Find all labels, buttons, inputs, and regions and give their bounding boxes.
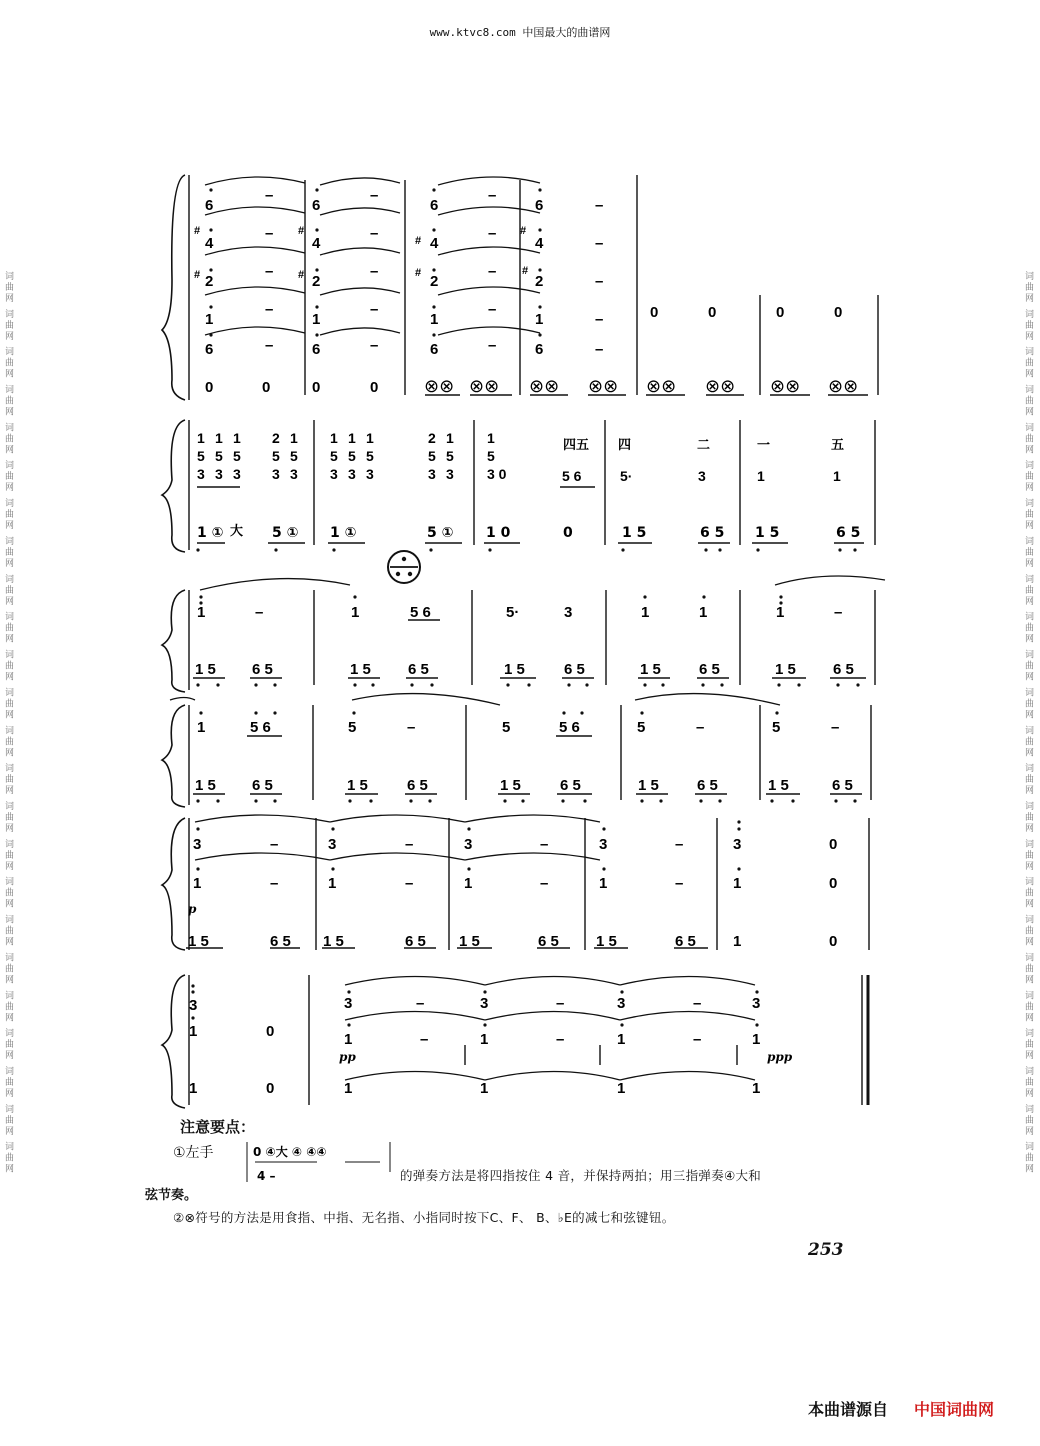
svg-text:1: 1 (699, 604, 708, 621)
svg-text:5: 5 (197, 448, 205, 464)
svg-text:3: 3 (564, 604, 573, 621)
svg-text:1: 1 (328, 875, 337, 892)
svg-text:–: – (265, 301, 274, 318)
svg-text:–: – (831, 719, 840, 736)
svg-text:0: 0 (266, 1080, 275, 1097)
svg-text:–: – (595, 235, 604, 252)
beams (186, 395, 868, 948)
note: 6 (430, 341, 439, 358)
svg-text:1: 1 (189, 1023, 198, 1040)
svg-text:3: 3 (197, 466, 205, 482)
svg-text:0: 0 (205, 379, 214, 396)
note: 4 (535, 235, 544, 252)
svg-text:3: 3 (733, 836, 742, 853)
svg-text:#: # (522, 265, 529, 277)
svg-text:0: 0 (829, 875, 838, 892)
svg-text:5 6: 5 6 (410, 604, 431, 621)
svg-text:1 5: 1 5 (323, 933, 344, 950)
svg-text:5: 5 (446, 448, 454, 464)
svg-text:1 5: 1 5 (775, 661, 796, 678)
svg-text:1 5: 1 5 (768, 777, 789, 794)
svg-text:–: – (488, 301, 497, 318)
svg-text:1 5: 1 5 (188, 933, 209, 950)
svg-text:–: – (270, 836, 279, 853)
svg-text:6 5: 6 5 (675, 933, 696, 950)
svg-text:5: 5 (348, 719, 357, 736)
svg-text:⊗⊗: ⊗⊗ (588, 376, 619, 397)
svg-text:#: # (520, 225, 527, 237)
note: 1 (205, 311, 214, 328)
svg-text:3: 3 (272, 466, 280, 482)
dynamic-pp: pp (339, 1050, 356, 1064)
svg-text:6 5: 6 5 (408, 661, 429, 678)
svg-text:–: – (370, 187, 379, 204)
site-header[interactable]: www.ktvc8.com 中国最大的曲谱网 (429, 26, 611, 39)
svg-text:2: 2 (428, 430, 436, 446)
svg-text:–: – (405, 875, 414, 892)
svg-text:–: – (370, 263, 379, 280)
svg-text:1: 1 (233, 430, 241, 446)
svg-text:–: – (416, 995, 425, 1012)
svg-text:–: – (693, 995, 702, 1012)
svg-text:1 5: 1 5 (459, 933, 480, 950)
row4-treble (197, 719, 839, 736)
svg-text:1: 1 (193, 875, 202, 892)
svg-text:1 5: 1 5 (640, 661, 661, 678)
svg-text:二: 二 (697, 438, 711, 453)
svg-text:0: 0 (312, 379, 321, 396)
segno-mark (388, 551, 420, 583)
svg-text:1 5: 1 5 (350, 661, 371, 678)
page-number: 253 (808, 1240, 844, 1260)
svg-text:3: 3 (464, 836, 473, 853)
svg-text:1 5: 1 5 (347, 777, 368, 794)
svg-text:#: # (298, 225, 305, 237)
note: 6 (312, 197, 321, 214)
svg-text:–: – (420, 1031, 429, 1048)
svg-text:3: 3 (480, 995, 489, 1012)
notes-item2-text: ②⊗符号的方法是用食指、中指、无名指、小指同时按下C、F、 B、♭E的减七和弦键钮。 (173, 1210, 675, 1225)
svg-text:五: 五 (831, 438, 845, 453)
svg-text:–: – (255, 604, 264, 621)
svg-text:–: – (540, 875, 549, 892)
footer-site-link[interactable]: 中国词曲网 (914, 1400, 995, 1419)
note: 6 (312, 341, 321, 358)
svg-text:1 5: 1 5 (500, 777, 521, 794)
svg-text:1 5: 1 5 (755, 525, 780, 541)
svg-text:–: – (675, 875, 684, 892)
svg-text:#: # (415, 235, 422, 247)
watermark-right: 词曲网 词曲网 词曲网 词曲网 词曲网 词曲网 词曲网 词曲网 词曲网 词曲网 词曲网 词曲网 词曲网 词曲网 词曲网 词曲网 词曲网 词曲网 词曲网 词曲网 词曲网 词曲网 词曲网 词曲网 (1023, 271, 1033, 1175)
note: 1 (535, 311, 544, 328)
svg-text:–: – (595, 311, 604, 328)
svg-text:5: 5 (366, 448, 374, 464)
svg-text:1: 1 (480, 1080, 489, 1097)
note: 4 (312, 235, 321, 252)
svg-text:1: 1 (330, 430, 338, 446)
svg-text:3: 3 (617, 995, 626, 1012)
svg-text:1: 1 (487, 430, 495, 446)
svg-text:1: 1 (446, 430, 454, 446)
notes-item1-text: 的弹奏方法是将四指按住 4 音，并保持两拍；用三指弹奏④大和 (400, 1168, 762, 1183)
brace-6 (162, 975, 185, 1108)
brace-2 (162, 420, 185, 552)
svg-text:1: 1 (617, 1080, 626, 1097)
brace-1 (162, 175, 185, 400)
row6 (189, 995, 760, 1097)
svg-text:5: 5 (487, 448, 495, 464)
svg-text:1: 1 (344, 1031, 353, 1048)
svg-text:1: 1 (752, 1031, 761, 1048)
svg-text:0: 0 (370, 379, 379, 396)
svg-text:5: 5 (502, 719, 511, 736)
svg-text:5: 5 (290, 448, 298, 464)
svg-text:4 –: 4 – (257, 1169, 276, 1182)
svg-text:–: – (556, 1031, 565, 1048)
svg-text:3: 3 (428, 466, 436, 482)
notes-item1-cont: 弦节奏。 (145, 1188, 198, 1203)
svg-text:1: 1 (348, 430, 356, 446)
svg-text:⊗⊗: ⊗⊗ (770, 376, 801, 397)
watermark-left: 词曲网 词曲网 词曲网 词曲网 词曲网 词曲网 词曲网 词曲网 词曲网 词曲网 词曲网 词曲网 词曲网 词曲网 词曲网 词曲网 词曲网 词曲网 词曲网 词曲网 词曲网 词曲网 词曲网 词曲网 (3, 271, 13, 1175)
svg-text:5: 5 (348, 448, 356, 464)
svg-text:–: – (595, 341, 604, 358)
svg-text:6 5: 6 5 (270, 933, 291, 950)
svg-text:3: 3 (290, 466, 298, 482)
row3-treble (197, 604, 842, 621)
svg-text:5 ①: 5 ① (272, 525, 299, 541)
note: 6 (535, 341, 544, 358)
svg-text:5: 5 (637, 719, 646, 736)
svg-text:大: 大 (230, 524, 244, 539)
svg-text:0: 0 (262, 379, 271, 396)
bass-beams (186, 678, 866, 948)
svg-text:四: 四 (618, 438, 632, 453)
svg-text:1 5: 1 5 (504, 661, 525, 678)
svg-text:6 5: 6 5 (700, 525, 725, 541)
svg-text:⊗⊗: ⊗⊗ (705, 376, 736, 397)
svg-text:1 5: 1 5 (195, 661, 216, 678)
svg-text:四五: 四五 (563, 438, 590, 453)
svg-text:5 6: 5 6 (559, 719, 580, 736)
svg-text:5 6: 5 6 (250, 719, 271, 736)
svg-text:1: 1 (197, 604, 206, 621)
note: 6 (205, 197, 214, 214)
svg-text:⊗⊗: ⊗⊗ (646, 376, 677, 397)
svg-text:0: 0 (776, 304, 785, 321)
svg-text:–: – (834, 604, 843, 621)
brackets (162, 175, 185, 1108)
brace-4 (162, 705, 185, 807)
svg-text:⊗⊗: ⊗⊗ (424, 376, 455, 397)
svg-text:⊗⊗: ⊗⊗ (469, 376, 500, 397)
svg-text:1: 1 (617, 1031, 626, 1048)
svg-text:1: 1 (290, 430, 298, 446)
svg-text:1 ①: 1 ① (330, 525, 357, 541)
note: 2 (205, 273, 214, 290)
svg-text:0: 0 (829, 933, 838, 950)
svg-text:1 5: 1 5 (622, 525, 647, 541)
svg-text:–: – (488, 263, 497, 280)
svg-text:6 5: 6 5 (538, 933, 559, 950)
svg-text:5: 5 (233, 448, 241, 464)
svg-text:1: 1 (757, 468, 765, 484)
svg-text:–: – (556, 995, 565, 1012)
note: 6 (535, 197, 544, 214)
svg-text:–: – (540, 836, 549, 853)
svg-text:3: 3 (698, 468, 706, 484)
svg-text:3: 3 (752, 995, 761, 1012)
svg-text:–: – (488, 337, 497, 354)
svg-text:0: 0 (266, 1023, 275, 1040)
note: 1 (430, 311, 439, 328)
svg-text:0: 0 (563, 525, 573, 541)
note: 6 (205, 341, 214, 358)
svg-text:3: 3 (189, 997, 198, 1014)
svg-text:–: – (265, 337, 274, 354)
row1-zeros (205, 304, 842, 396)
note: 1 (312, 311, 321, 328)
svg-text:1 5: 1 5 (638, 777, 659, 794)
svg-text:–: – (270, 875, 279, 892)
notes-item1-prefix: ①左手 (173, 1145, 214, 1161)
svg-text:–: – (488, 225, 497, 242)
svg-text:5: 5 (330, 448, 338, 464)
footer (808, 1397, 994, 1420)
svg-text:一: 一 (757, 438, 771, 453)
svg-text:1 0: 1 0 (486, 525, 511, 541)
svg-text:–: – (595, 197, 604, 214)
svg-text:1 5: 1 5 (195, 777, 216, 794)
svg-text:6 5: 6 5 (836, 525, 861, 541)
svg-text:3: 3 (328, 836, 337, 853)
svg-text:6 5: 6 5 (407, 777, 428, 794)
note: 4 (205, 235, 214, 252)
svg-text:0: 0 (708, 304, 717, 321)
svg-text:6 5: 6 5 (252, 777, 273, 794)
svg-text:5 6: 5 6 (562, 468, 582, 484)
svg-text:5: 5 (772, 719, 781, 736)
brace-5 (162, 818, 185, 950)
svg-text:3: 3 (215, 466, 223, 482)
row4-bass (195, 777, 853, 794)
svg-text:5·: 5· (506, 604, 520, 621)
svg-text:–: – (370, 337, 379, 354)
svg-text:–: – (488, 187, 497, 204)
barlines (189, 175, 878, 1105)
svg-text:1: 1 (599, 875, 608, 892)
note: 4 (430, 235, 439, 252)
svg-text:#: # (298, 269, 305, 281)
svg-text:1: 1 (733, 933, 742, 950)
row3-bass (195, 661, 854, 678)
svg-text:1: 1 (733, 875, 742, 892)
svg-text:–: – (265, 187, 274, 204)
note: 2 (312, 273, 321, 290)
svg-text:1 5: 1 5 (596, 933, 617, 950)
svg-text:3: 3 (446, 466, 454, 482)
svg-text:1: 1 (366, 430, 374, 446)
svg-text:0: 0 (834, 304, 843, 321)
svg-text:6 5: 6 5 (697, 777, 718, 794)
svg-text:0: 0 (650, 304, 659, 321)
svg-text:–: – (370, 301, 379, 318)
svg-text:3: 3 (366, 466, 374, 482)
dynamic-p: p (188, 902, 197, 916)
svg-text:–: – (265, 225, 274, 242)
svg-text:1: 1 (215, 430, 223, 446)
note: 2 (430, 273, 439, 290)
svg-text:1: 1 (833, 468, 841, 484)
svg-text:1: 1 (464, 875, 473, 892)
notes-fraction (245, 1138, 395, 1182)
svg-text:#: # (415, 267, 422, 279)
svg-text:3: 3 (344, 995, 353, 1012)
note: 6 (430, 197, 439, 214)
footer-source-label: 本曲谱源自 (808, 1400, 889, 1419)
svg-text:–: – (675, 836, 684, 853)
svg-text:2: 2 (272, 430, 280, 446)
sharps (194, 225, 528, 281)
svg-text:3: 3 (233, 466, 241, 482)
svg-text:1: 1 (351, 604, 360, 621)
svg-text:5: 5 (428, 448, 436, 464)
svg-text:–: – (693, 1031, 702, 1048)
brace-3 (162, 590, 185, 692)
dynamic-ppp: ppp (767, 1050, 793, 1064)
svg-text:1: 1 (641, 604, 650, 621)
finger-labels (230, 438, 844, 539)
svg-text:–: – (405, 836, 414, 853)
svg-text:⊗⊗: ⊗⊗ (529, 376, 560, 397)
svg-text:6 5: 6 5 (699, 661, 720, 678)
svg-text:–: – (696, 719, 705, 736)
svg-text:1: 1 (197, 719, 206, 736)
svg-text:6 5: 6 5 (405, 933, 426, 950)
svg-text:1: 1 (197, 430, 205, 446)
svg-text:–: – (407, 719, 416, 736)
svg-text:5: 5 (215, 448, 223, 464)
svg-text:5 ①: 5 ① (427, 525, 454, 541)
notes-title: 注意要点： (180, 1118, 256, 1136)
svg-text:3 0: 3 0 (487, 466, 507, 482)
svg-text:#: # (194, 225, 201, 237)
svg-text:3: 3 (348, 466, 356, 482)
svg-text:⊗⊗: ⊗⊗ (828, 376, 859, 397)
svg-text:6 5: 6 5 (252, 661, 273, 678)
svg-text:1: 1 (344, 1080, 353, 1097)
svg-text:0: 0 (829, 836, 838, 853)
svg-text:#: # (194, 269, 201, 281)
svg-text:6 5: 6 5 (833, 661, 854, 678)
svg-text:3: 3 (330, 466, 338, 482)
svg-text:1: 1 (189, 1080, 198, 1097)
svg-text:–: – (595, 273, 604, 290)
svg-text:–: – (370, 225, 379, 242)
svg-text:3: 3 (599, 836, 608, 853)
svg-text:3: 3 (193, 836, 202, 853)
svg-text:1: 1 (752, 1080, 761, 1097)
row2-bass (197, 525, 860, 541)
note: 2 (535, 273, 544, 290)
x-symbols (424, 376, 858, 397)
svg-text:6 5: 6 5 (564, 661, 585, 678)
svg-text:1 ①: 1 ① (197, 525, 224, 541)
svg-text:1: 1 (480, 1031, 489, 1048)
svg-text:6 5: 6 5 (832, 777, 853, 794)
svg-text:6 5: 6 5 (560, 777, 581, 794)
svg-text:1: 1 (776, 604, 785, 621)
svg-text:0 ④大 ④ ④④: 0 ④大 ④ ④④ (253, 1145, 327, 1159)
svg-text:5: 5 (272, 448, 280, 464)
row2-chords (197, 430, 841, 484)
svg-text:5·: 5· (620, 468, 633, 484)
svg-text:–: – (265, 263, 274, 280)
